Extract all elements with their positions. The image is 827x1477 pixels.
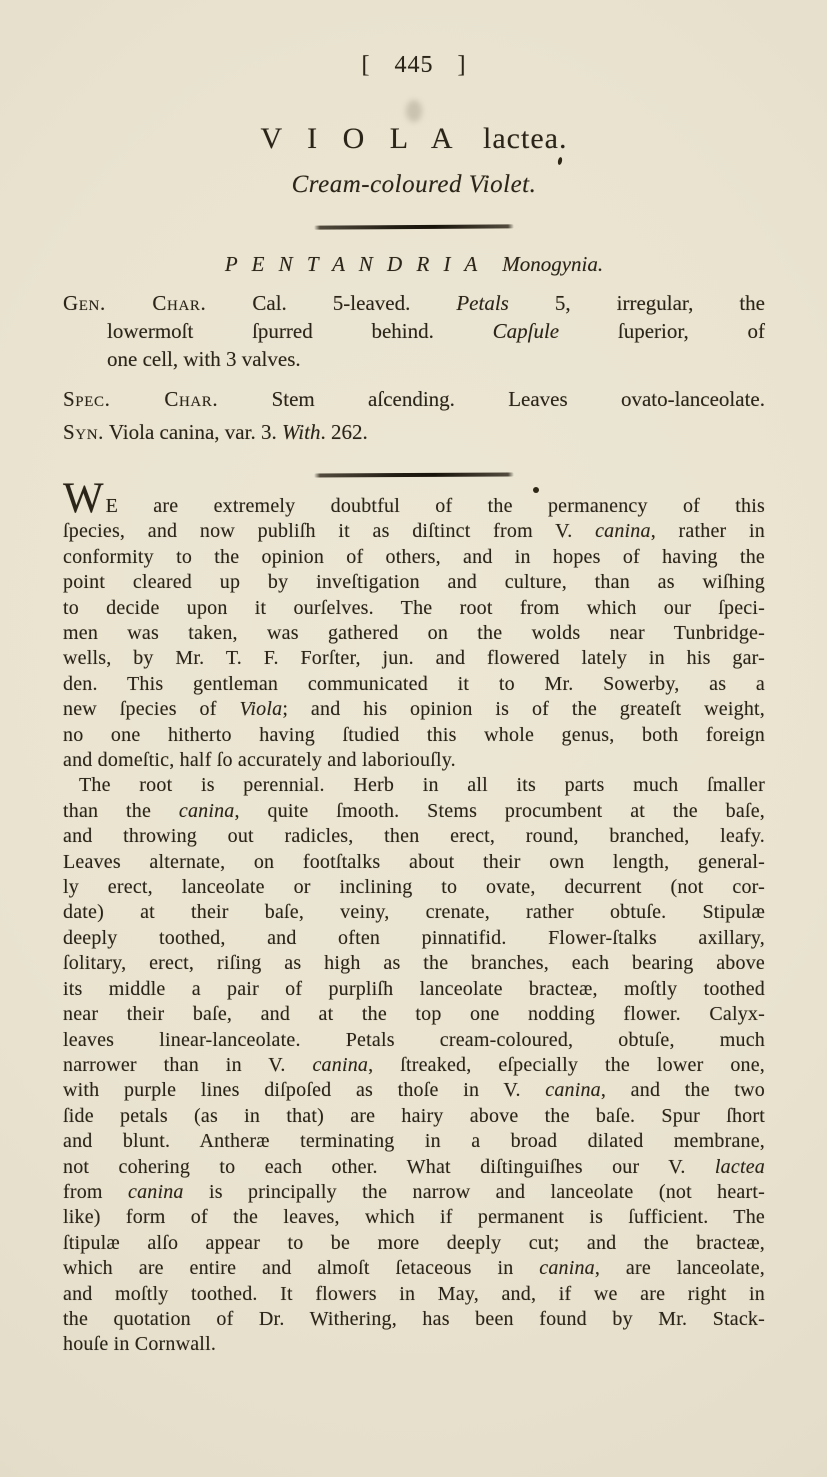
text-line: leaves linear-lanceolate. Petals cream-coloured, obtuſe, much [63,1028,765,1051]
page-number: [ 445 ] [361,52,467,78]
section-specific-character [63,385,765,413]
text-line: narrower than in V. canina, ſtreaked, eſpecially the lower one, [63,1053,766,1076]
text-line: den. This gentleman communicated it to Mr. Sowerby, as a [63,672,765,695]
text-line: wells, by Mr. T. F. Forſter, jun. and flowered lately in his gar- [63,647,765,670]
text-line: conformity to the opinion of others, and in hopes of having the [63,545,765,568]
text-line: to decide upon it ourſelves. The root from which our ſpeci- [63,596,765,619]
text-line: and blunt. Antheræ terminating in a broad dilated membrane, [63,1130,765,1153]
text-line: and moſtly toothed. It flowers in May, and, if we are right in [63,1282,765,1305]
text-line: WE are extremely doubtful of the permanency of this [63,474,765,522]
text-line: lowermoſt ſpurred behind. Capſule ſuperior, of [107,319,765,344]
text-line: than the canina, quite ſmooth. Stems procumbent at the baſe, [63,799,765,822]
text-line: Spec. Char. Stem aſcending. Leaves ovato-lanceolate. [63,387,765,412]
text-line: and throwing out radicles, then erect, round, branched, leafy. [63,825,765,848]
text-line: ſpecies, and now publiſh it as diſtinct from V. canina, rather in [63,520,766,543]
linnaean-classification [63,253,765,276]
text-line: ly erect, lanceolate or inclining to ovate, decurrent (not cor- [63,876,765,899]
text-line: houſe in Cornwall. [63,1333,217,1356]
text-line: date) at their baſe, veiny, crenate, rather obtuſe. Stipulæ [63,901,765,924]
text-line: near their baſe, and at the top one nodding flower. Calyx- [63,1003,765,1026]
body-paragraph-1 [63,474,766,773]
paper-smudge [406,100,422,122]
body-paragraph-2 [63,773,765,1357]
text-line: the quotation of Dr. Withering, has been found by Mr. Stack- [63,1307,765,1330]
character-sections [63,289,765,446]
text-line: and domeſtic, half ſo accurately and laboriouſly. [63,749,456,772]
text-line: Syn. Viola canina, var. 3. With. 262. [63,420,368,445]
section-synonym [63,418,765,446]
common-name: Cream-coloured Violet. [291,171,537,199]
description-body [63,474,766,1358]
text-line: from canina is principally the narrow and lanceolate (not heart- [63,1180,765,1203]
species-epithet: lactea. [483,122,568,156]
text-line: ſtipulæ alſo appear to be more deeply cut; and the bracteæ, [63,1231,765,1254]
text-line: men was taken, was gathered on the wolds near Tunbridge- [63,622,765,645]
text-line: not cohering to each other. What diſtinguiſhes our V. lactea [63,1155,765,1178]
text-line: deeply toothed, and often pinnatifid. Flower-ſtalks axillary, [63,926,765,949]
text-line: one cell, with 3 valves. [107,347,301,372]
page-header [63,0,765,276]
genus-name: V I O L A [260,122,456,156]
section-generic-character [63,289,765,373]
text-line: new ſpecies of Viola; and his opinion is of the greateſt weight, [63,698,765,721]
text-line: with purple lines diſpoſed as thoſe in V. canina, and the two [63,1079,765,1102]
text-line: its middle a pair of purpliſh lanceolate bracteæ, moſtly toothed [63,977,765,1000]
linnaean-order: Monogynia. [502,252,604,277]
species-title [63,122,765,155]
text-line: ſolitary, erect, riſing as high as the branches, each bearing above [63,952,765,975]
text-line: which are entire and almoſt ſetaceous in canina, are lanceolate, [63,1257,765,1280]
divider-rule-top [314,224,514,229]
text-line: Gen. Char. Cal. 5-leaved. Petals 5, irregular, the [63,291,766,316]
text-line: Leaves alternate, on footſtalks about their own length, general- [63,850,765,873]
text-line: no one hitherto having ſtudied this whole genus, both foreign [63,723,765,746]
divider-rule-middle [314,473,514,478]
linnaean-class: P E N T A N D R I A [224,252,481,277]
text-line: like) form of the leaves, which if permanent is ſufficient. The [63,1206,765,1229]
text-line: The root is perennial. Herb in all its parts much ſmaller [79,774,765,797]
ink-speck [533,487,539,493]
text-line: point cleared up by inveſtigation and culture, than as wiſhing [63,571,765,594]
text-line: ſide petals (as in that) are hairy above the baſe. Spur ſhort [63,1104,765,1127]
